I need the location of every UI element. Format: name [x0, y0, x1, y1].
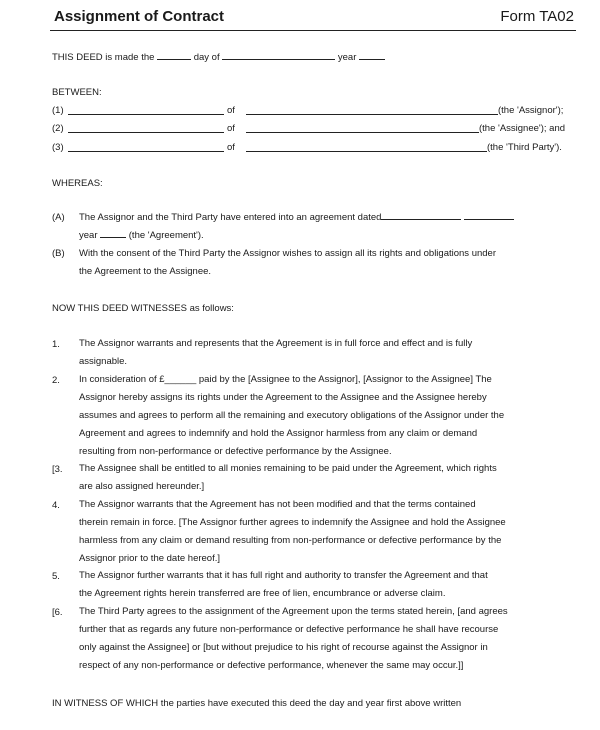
deed-year-blank[interactable]	[359, 51, 385, 60]
between-heading: BETWEEN:	[52, 87, 102, 98]
deed-day-blank[interactable]	[157, 51, 191, 60]
clause-2-number: 2.	[52, 375, 60, 386]
recital-a-label: (A)	[52, 212, 65, 223]
party-2-address-blank[interactable]	[246, 132, 479, 133]
clause-5-text: The Assignor further warrants that it has full right and authority to transfer the Agreement and that the Agreement rights herein transferred are free of lien, encumbrance or adverse claim.	[79, 570, 488, 599]
agreement-date-blank[interactable]	[381, 211, 461, 220]
clause-6-number: [6.	[52, 607, 63, 618]
party-2-role: (the 'Assignee'); and	[479, 123, 566, 134]
party-1-of: of	[227, 105, 235, 116]
recital-a-line-1: The Assignor and the Third Party have entered into an agreement dated	[79, 211, 514, 224]
party-3-address-blank[interactable]	[246, 151, 487, 152]
party-3-number: (3)	[52, 142, 64, 153]
form-id: Form TA02	[500, 8, 574, 25]
party-1-role: (the 'Assignor');	[498, 105, 564, 116]
recital-b-label: (B)	[52, 248, 65, 259]
clause-6-text: The Third Party agrees to the assignment of the Agreement upon the terms stated herein, [and agrees further that as regards any future non-performance or defective performance he shall have recourse only against the Assignee] or [but without prejudice to his right of recourse against the Assignor in respect of any non-performance or defective performance, whenever the same may occur.]]	[79, 606, 508, 671]
deed-month-blank[interactable]	[222, 51, 335, 60]
party-3-name-blank[interactable]	[68, 151, 224, 152]
clause-5-number: 5.	[52, 571, 60, 582]
agreement-month-blank[interactable]	[464, 211, 514, 220]
party-1-number: (1)	[52, 105, 64, 116]
party-1-address-blank[interactable]	[246, 114, 498, 115]
clause-4-text: The Assignor warrants that the Agreement has not been modified and that the terms contained therein remain in force. [The Assignor further agrees to indemnify the Assignee and hold the Assignee harmless from any claim or demand resulting from non-performance or defective performance by the Assignor prior to the date hereof.]	[79, 499, 506, 564]
party-3-role: (the 'Third Party').	[487, 142, 562, 153]
clause-3-number: [3.	[52, 464, 63, 475]
whereas-heading: WHEREAS:	[52, 178, 103, 189]
clause-1-number: 1.	[52, 339, 60, 350]
document-title: Assignment of Contract	[54, 8, 225, 25]
party-2-name-blank[interactable]	[68, 132, 224, 133]
deed-date-line: THIS DEED is made the day of year	[52, 51, 385, 64]
clause-3-text: The Assignee shall be entitled to all monies remaining to be paid under the Agreement, which rights are also assigned hereunder.]	[79, 463, 497, 492]
party-1-name-blank[interactable]	[68, 114, 224, 115]
recital-b-line-2: the Agreement to the Assignee.	[79, 266, 212, 277]
clause-1-text: The Assignor warrants and represents that the Agreement is in full force and effect and is fully assignable.	[79, 338, 473, 367]
clause-4-number: 4.	[52, 500, 60, 511]
party-3-of: of	[227, 142, 235, 153]
document-header	[50, 6, 576, 31]
closing-statement: IN WITNESS OF WHICH the parties have executed this deed the day and year first above written	[52, 698, 462, 709]
clause-2-text: In consideration of £______ paid by the [Assignee to the Assignor], [Assignor to the Assignee] The Assignor hereby assigns its rights under the Agreement to the Assignee and the Assignee hereby assumes and agrees to perform all the remaining and executory obligations of the Assignor under the Agreement and agrees to indemnify and hold the Assignor harmless from any claim or demand resulting from non-performance or defective performance by the Assignee.	[79, 374, 505, 457]
recital-a-line-2: year (the 'Agreement').	[79, 230, 204, 241]
party-2-number: (2)	[52, 123, 64, 134]
recital-b-line-1: With the consent of the Third Party the Assignor wishes to assign all its rights and obligations under	[79, 248, 496, 259]
witnesses-heading: NOW THIS DEED WITNESSES as follows:	[52, 303, 234, 314]
agreement-year-blank[interactable]	[100, 229, 126, 238]
party-2-of: of	[227, 123, 235, 134]
